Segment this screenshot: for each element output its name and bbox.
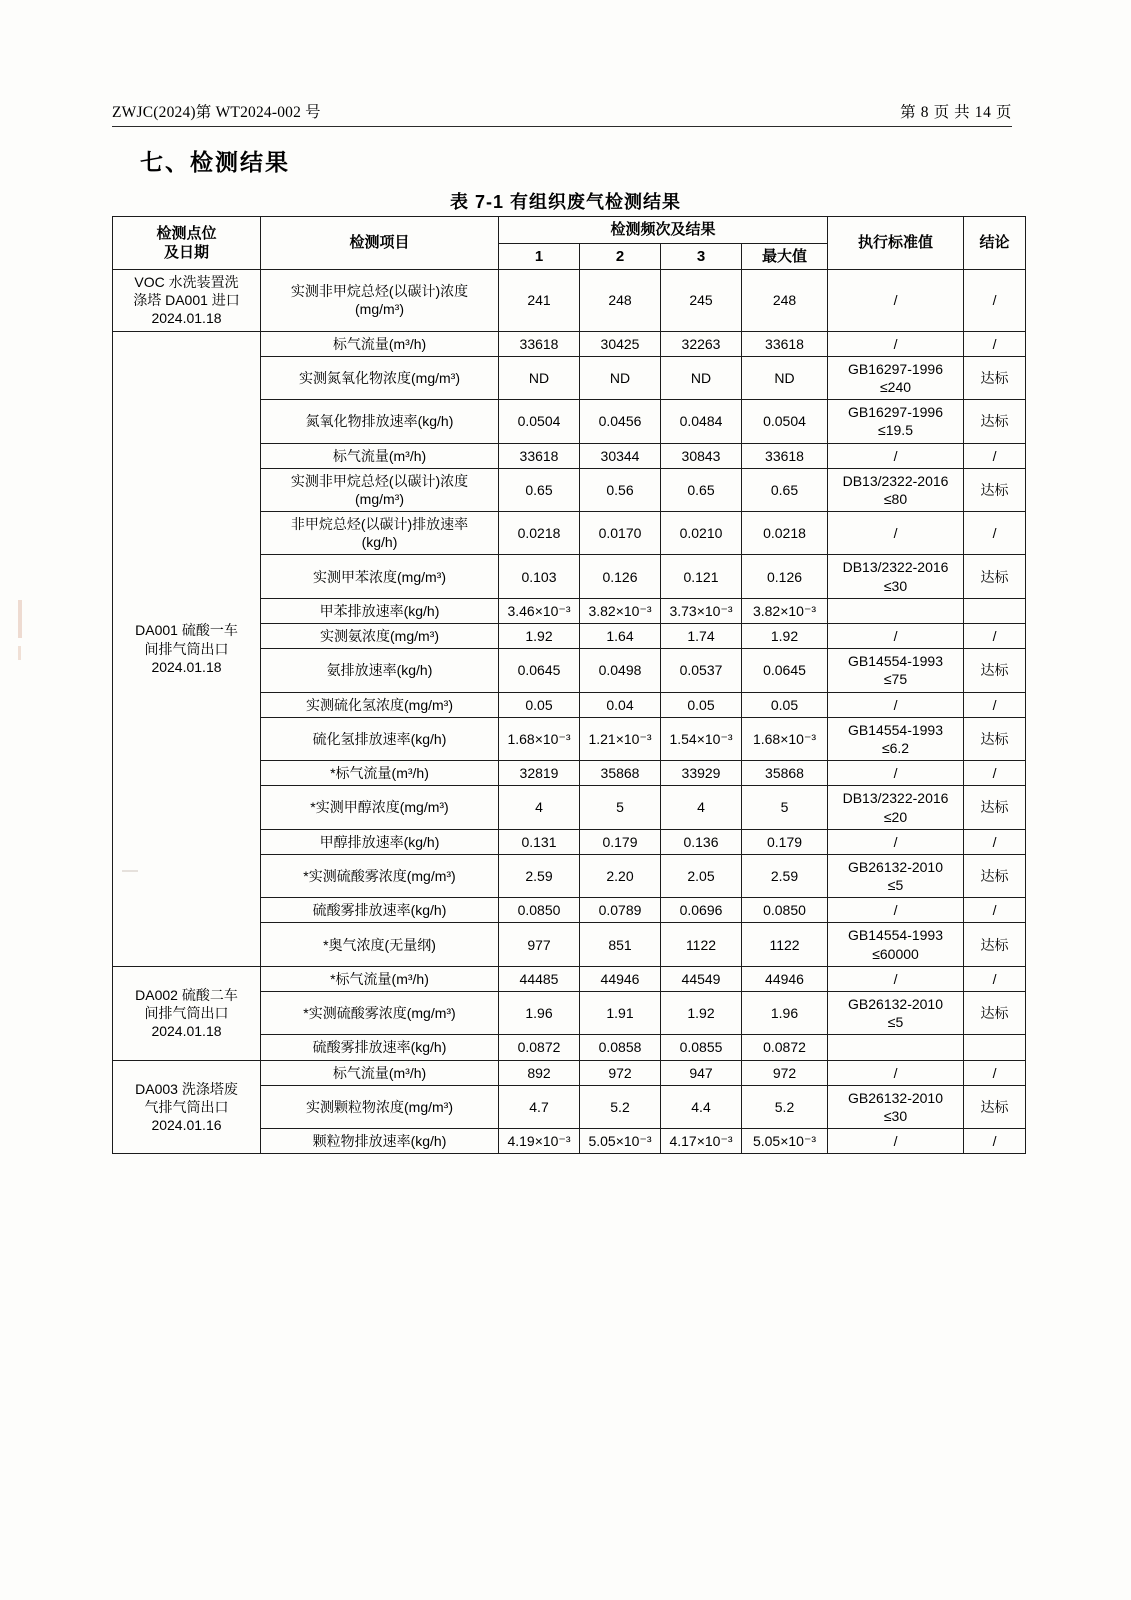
cell-item xyxy=(261,512,499,555)
point-date-line: 2024.01.18 xyxy=(151,1023,222,1040)
cell-value-3: 245 xyxy=(661,270,742,332)
cell-value-2: 851 xyxy=(580,923,661,966)
cell-conclusion: / xyxy=(964,270,1026,332)
cell-value-2: ND xyxy=(580,356,661,399)
item-line: 颗粒物排放速率(kg/h) xyxy=(312,1133,447,1150)
cell-value-max: 0.0218 xyxy=(742,512,828,555)
cell-conclusion: 达标 xyxy=(964,356,1026,399)
cell-standard xyxy=(828,331,964,356)
cell-value-2: 3.82×10⁻³ xyxy=(580,598,661,623)
item-line: 标气流量(m³/h) xyxy=(332,447,427,464)
cell-value-2: 248 xyxy=(580,270,661,332)
standard-line: ≤60000 xyxy=(872,945,919,962)
cell-point-date xyxy=(113,1060,261,1154)
cell-conclusion: / xyxy=(964,331,1026,356)
cell-value-max: 35868 xyxy=(742,761,828,786)
cell-value-1: 0.05 xyxy=(499,692,580,717)
cell-item xyxy=(261,555,499,598)
cell-value-1: 0.0504 xyxy=(499,400,580,443)
cell-standard xyxy=(828,468,964,511)
point-date-line: VOC 水洗装置洗 xyxy=(134,274,239,290)
cell-value-1: 977 xyxy=(499,923,580,966)
cell-value-1: 1.68×10⁻³ xyxy=(499,717,580,760)
standard-line: GB26132-2010 xyxy=(848,996,943,1012)
table-caption: 表 7-1 有组织废气检测结果 xyxy=(449,192,682,212)
item-line: 实测非甲烷总烃(以碳计)浓度 xyxy=(290,472,469,489)
cell-item xyxy=(261,598,499,623)
cell-conclusion: 达标 xyxy=(964,555,1026,598)
cell-conclusion: / xyxy=(964,829,1026,854)
cell-value-max: 0.126 xyxy=(742,555,828,598)
cell-value-max: ND xyxy=(742,356,828,399)
cell-standard xyxy=(828,649,964,692)
cell-item xyxy=(261,966,499,991)
cell-item xyxy=(261,468,499,511)
cell-standard xyxy=(828,1129,964,1154)
standard-line: / xyxy=(893,765,898,782)
item-line: 氨排放速率(kg/h) xyxy=(326,662,433,679)
cell-standard xyxy=(828,898,964,923)
cell-value-3: 32263 xyxy=(661,331,742,356)
cell-value-1: 0.0645 xyxy=(499,649,580,692)
cell-value-2: 0.56 xyxy=(580,468,661,511)
cell-standard xyxy=(828,356,964,399)
standard-line: ≤30 xyxy=(883,577,908,594)
scan-artifact xyxy=(18,600,22,638)
table-row xyxy=(113,1060,1026,1085)
item-line: 标气流量(m³/h) xyxy=(332,335,427,352)
cell-item xyxy=(261,443,499,468)
cell-item xyxy=(261,761,499,786)
cell-value-1: 1.92 xyxy=(499,624,580,649)
standard-line: ≤5 xyxy=(887,877,904,894)
standard-line: ≤6.2 xyxy=(881,739,910,756)
cell-value-3: 0.0855 xyxy=(661,1035,742,1060)
standard-line: DB13/2322-2016 xyxy=(842,559,949,576)
scan-artifact xyxy=(18,646,21,660)
cell-value-max: 33618 xyxy=(742,331,828,356)
cell-value-3: 0.0484 xyxy=(661,400,742,443)
cell-item xyxy=(261,717,499,760)
cell-value-2: 0.0456 xyxy=(580,400,661,443)
cell-value-1: 4 xyxy=(499,786,580,829)
cell-value-3: 947 xyxy=(661,1060,742,1085)
cell-conclusion: 达标 xyxy=(964,992,1026,1035)
point-date-line: 间排气筒出口 xyxy=(144,640,229,657)
cell-standard xyxy=(828,1035,964,1060)
standard-line: GB14554-1993 xyxy=(848,927,943,944)
cell-standard xyxy=(828,555,964,598)
cell-conclusion: 达标 xyxy=(964,468,1026,511)
cell-value-1: 0.131 xyxy=(499,829,580,854)
standard-line: DB13/2322-2016 xyxy=(842,472,949,489)
cell-value-1: 33618 xyxy=(499,443,580,468)
cell-item xyxy=(261,829,499,854)
cell-standard xyxy=(828,717,964,760)
cell-conclusion: / xyxy=(964,761,1026,786)
cell-conclusion: / xyxy=(964,1060,1026,1085)
cell-item xyxy=(261,898,499,923)
standard-line: / xyxy=(893,902,898,919)
cell-conclusion: / xyxy=(964,1129,1026,1154)
cell-value-1: 4.19×10⁻³ xyxy=(499,1129,580,1154)
cell-value-max: 1122 xyxy=(742,923,828,966)
cell-value-3: 4.17×10⁻³ xyxy=(661,1129,742,1154)
item-line: 实测甲苯浓度(mg/m³) xyxy=(313,568,446,585)
standard-line: ≤20 xyxy=(883,808,908,825)
cell-conclusion: 达标 xyxy=(964,786,1026,829)
item-line: 实测硫化氢浓度(mg/m³) xyxy=(306,696,453,713)
standard-line: ≤80 xyxy=(883,490,908,507)
standard-line: ≤19.5 xyxy=(878,422,913,439)
cell-item xyxy=(261,649,499,692)
cell-value-3: 2.05 xyxy=(661,854,742,897)
cell-standard xyxy=(828,512,964,555)
cell-value-1: 0.0850 xyxy=(499,898,580,923)
standard-line: ≤75 xyxy=(883,671,908,688)
col-header-point-date-line1: 检测点位 xyxy=(156,224,217,242)
item-line: *标气流量(m³/h) xyxy=(330,765,429,782)
cell-value-1: ND xyxy=(499,356,580,399)
cell-value-2: 1.21×10⁻³ xyxy=(580,717,661,760)
col-header-n2: 2 xyxy=(580,243,661,270)
cell-standard xyxy=(828,1085,964,1128)
cell-value-max: 0.0645 xyxy=(742,649,828,692)
cell-point-date xyxy=(113,966,261,1060)
cell-standard xyxy=(828,400,964,443)
cell-conclusion xyxy=(964,598,1026,623)
item-line: (mg/m³) xyxy=(355,301,404,318)
point-date-line: DA003 洗涤塔废 xyxy=(135,1080,238,1097)
cell-value-3: 4.4 xyxy=(661,1085,742,1128)
standard-line: GB26132-2010 xyxy=(848,858,943,875)
report-number: ZWJC(2024)第 WT2024-002 号 xyxy=(112,104,321,121)
cell-value-3: 30843 xyxy=(661,443,742,468)
cell-value-3: 3.73×10⁻³ xyxy=(661,598,742,623)
cell-value-3: 1.92 xyxy=(661,992,742,1035)
point-date-line: 涤塔 DA001 进口 xyxy=(133,292,240,309)
standard-line: GB14554-1993 xyxy=(848,721,943,738)
item-line: (kg/h) xyxy=(361,534,398,551)
cell-item xyxy=(261,692,499,717)
cell-standard xyxy=(828,786,964,829)
standard-line: GB26132-2010 xyxy=(848,1089,943,1106)
cell-value-3: 0.136 xyxy=(661,829,742,854)
cell-value-max: 44946 xyxy=(742,966,828,991)
cell-value-2: 35868 xyxy=(580,761,661,786)
cell-item xyxy=(261,270,499,332)
cell-standard xyxy=(828,992,964,1035)
cell-value-3: 0.05 xyxy=(661,692,742,717)
standard-line: GB14554-1993 xyxy=(848,653,943,670)
cell-value-max: 1.96 xyxy=(742,992,828,1035)
cell-value-3: ND xyxy=(661,356,742,399)
item-line: 实测非甲烷总烃(以碳计)浓度 xyxy=(290,283,469,300)
item-line: 非甲烷总烃(以碳计)排放速率 xyxy=(290,516,469,533)
cell-value-1: 3.46×10⁻³ xyxy=(499,598,580,623)
cell-value-1: 32819 xyxy=(499,761,580,786)
header-divider xyxy=(112,126,1012,127)
cell-value-2: 1.64 xyxy=(580,624,661,649)
cell-standard xyxy=(828,761,964,786)
cell-value-2: 30425 xyxy=(580,331,661,356)
cell-standard xyxy=(828,923,964,966)
cell-item xyxy=(261,624,499,649)
cell-point-date xyxy=(113,331,261,966)
cell-value-2: 0.126 xyxy=(580,555,661,598)
cell-value-max: 5.05×10⁻³ xyxy=(742,1129,828,1154)
point-date-line: 2024.01.18 xyxy=(151,658,222,675)
cell-conclusion: / xyxy=(964,512,1026,555)
cell-conclusion: / xyxy=(964,443,1026,468)
cell-value-max: 0.0872 xyxy=(742,1035,828,1060)
cell-value-max: 5.2 xyxy=(742,1085,828,1128)
cell-value-3: 1.54×10⁻³ xyxy=(661,717,742,760)
cell-value-3: 0.121 xyxy=(661,555,742,598)
col-header-item: 检测项目 xyxy=(261,217,499,270)
item-line: *实测硫酸雾浓度(mg/m³) xyxy=(303,1005,456,1022)
cell-standard xyxy=(828,854,964,897)
standard-line: / xyxy=(893,696,898,713)
point-date-line: 间排气筒出口 xyxy=(144,1005,229,1022)
cell-value-max: 0.0850 xyxy=(742,898,828,923)
cell-item xyxy=(261,400,499,443)
item-line: 硫化氢排放速率(kg/h) xyxy=(312,730,447,747)
cell-item xyxy=(261,1035,499,1060)
cell-value-max: 1.68×10⁻³ xyxy=(742,717,828,760)
page-number: 第 8 页 共 14 页 xyxy=(900,104,1012,121)
item-line: 硫酸雾排放速率(kg/h) xyxy=(312,902,447,919)
cell-value-1: 2.59 xyxy=(499,854,580,897)
cell-value-max: 33618 xyxy=(742,443,828,468)
cell-value-2: 0.0498 xyxy=(580,649,661,692)
col-header-frequency-group: 检测频次及结果 xyxy=(499,217,828,244)
cell-value-max: 0.0504 xyxy=(742,400,828,443)
item-line: 甲苯排放速率(kg/h) xyxy=(319,602,440,619)
cell-conclusion: 达标 xyxy=(964,717,1026,760)
cell-value-2: 0.0789 xyxy=(580,898,661,923)
cell-value-2: 0.0170 xyxy=(580,512,661,555)
table-header-row-1 xyxy=(113,217,1026,244)
cell-value-max: 2.59 xyxy=(742,854,828,897)
point-date-line: 气排气筒出口 xyxy=(144,1098,229,1115)
cell-item xyxy=(261,356,499,399)
standard-line: / xyxy=(893,1133,898,1150)
table-row xyxy=(113,966,1026,991)
cell-standard xyxy=(828,443,964,468)
cell-value-1: 0.0218 xyxy=(499,512,580,555)
cell-value-2: 30344 xyxy=(580,443,661,468)
standard-line: / xyxy=(893,447,898,464)
page-header xyxy=(112,100,1012,126)
cell-standard xyxy=(828,829,964,854)
cell-standard xyxy=(828,270,964,332)
cell-standard xyxy=(828,692,964,717)
cell-conclusion: 达标 xyxy=(964,400,1026,443)
cell-conclusion: 达标 xyxy=(964,1085,1026,1128)
cell-value-max: 0.179 xyxy=(742,829,828,854)
cell-value-max: 3.82×10⁻³ xyxy=(742,598,828,623)
cell-value-2: 0.0858 xyxy=(580,1035,661,1060)
item-line: 实测氨浓度(mg/m³) xyxy=(320,628,439,644)
item-line: *实测甲醇浓度(mg/m³) xyxy=(310,799,449,816)
col-header-n3: 3 xyxy=(661,243,742,270)
col-header-point-date xyxy=(113,217,261,270)
cell-value-2: 5 xyxy=(580,786,661,829)
cell-item xyxy=(261,923,499,966)
standard-line: ≤30 xyxy=(883,1107,908,1124)
results-table-container xyxy=(112,216,1010,1154)
standard-line: / xyxy=(893,525,898,542)
standard-line: ≤5 xyxy=(887,1014,904,1031)
col-header-standard: 执行标准值 xyxy=(828,217,964,270)
cell-value-2: 2.20 xyxy=(580,854,661,897)
cell-value-1: 892 xyxy=(499,1060,580,1085)
cell-value-2: 5.05×10⁻³ xyxy=(580,1129,661,1154)
cell-value-3: 1.74 xyxy=(661,624,742,649)
cell-item xyxy=(261,854,499,897)
cell-conclusion: 达标 xyxy=(964,923,1026,966)
item-line: *实测硫酸雾浓度(mg/m³) xyxy=(303,867,456,884)
standard-line: DB13/2322-2016 xyxy=(842,790,949,807)
point-date-line: 2024.01.16 xyxy=(151,1117,222,1134)
col-header-conclusion: 结论 xyxy=(964,217,1026,270)
col-header-max: 最大值 xyxy=(742,243,828,270)
table-row xyxy=(113,331,1026,356)
col-header-point-date-line2: 及日期 xyxy=(163,244,209,261)
standard-line: GB16297-1996 xyxy=(848,360,943,377)
cell-value-2: 5.2 xyxy=(580,1085,661,1128)
item-line: *标气流量(m³/h) xyxy=(330,970,429,987)
cell-value-3: 4 xyxy=(661,786,742,829)
cell-conclusion: / xyxy=(964,624,1026,649)
table-row xyxy=(113,270,1026,332)
cell-value-1: 0.65 xyxy=(499,468,580,511)
item-line: 实测氮氧化物浓度(mg/m³) xyxy=(299,369,460,386)
standard-line: / xyxy=(893,970,898,987)
cell-value-max: 0.65 xyxy=(742,468,828,511)
cell-value-2: 972 xyxy=(580,1060,661,1085)
standard-line: ≤240 xyxy=(879,378,912,395)
cell-standard xyxy=(828,966,964,991)
cell-item xyxy=(261,1060,499,1085)
cell-value-1: 33618 xyxy=(499,331,580,356)
cell-value-max: 5 xyxy=(742,786,828,829)
cell-value-3: 1122 xyxy=(661,923,742,966)
standard-line: / xyxy=(893,292,898,309)
item-line: 标气流量(m³/h) xyxy=(332,1064,427,1081)
standard-line: / xyxy=(893,833,898,850)
cell-item xyxy=(261,786,499,829)
standard-line: GB16297-1996 xyxy=(848,404,943,421)
cell-value-2: 1.91 xyxy=(580,992,661,1035)
cell-standard xyxy=(828,1060,964,1085)
cell-value-2: 0.179 xyxy=(580,829,661,854)
cell-point-date xyxy=(113,270,261,332)
cell-value-1: 4.7 xyxy=(499,1085,580,1128)
cell-value-3: 0.65 xyxy=(661,468,742,511)
cell-value-1: 0.103 xyxy=(499,555,580,598)
item-line: (mg/m³) xyxy=(355,490,404,507)
point-date-line: DA002 硫酸二车 xyxy=(135,986,238,1003)
cell-item xyxy=(261,1085,499,1128)
cell-value-max: 1.92 xyxy=(742,624,828,649)
item-line: *奥气浓度(无量纲) xyxy=(323,936,436,953)
point-date-line: DA001 硫酸一车 xyxy=(135,622,238,639)
item-line: 实测颗粒物浓度(mg/m³) xyxy=(306,1098,453,1115)
cell-conclusion: / xyxy=(964,898,1026,923)
cell-item xyxy=(261,1129,499,1154)
cell-item xyxy=(261,331,499,356)
cell-value-max: 248 xyxy=(742,270,828,332)
results-table xyxy=(112,216,1026,1154)
cell-value-max: 0.05 xyxy=(742,692,828,717)
cell-conclusion xyxy=(964,1035,1026,1060)
standard-line: / xyxy=(893,1064,898,1081)
cell-value-1: 44485 xyxy=(499,966,580,991)
cell-conclusion: 达标 xyxy=(964,854,1026,897)
cell-value-2: 44946 xyxy=(580,966,661,991)
item-line: 甲醇排放速率(kg/h) xyxy=(319,833,440,850)
cell-value-1: 241 xyxy=(499,270,580,332)
cell-value-3: 33929 xyxy=(661,761,742,786)
cell-value-3: 0.0537 xyxy=(661,649,742,692)
cell-value-3: 0.0210 xyxy=(661,512,742,555)
cell-conclusion: 达标 xyxy=(964,649,1026,692)
standard-line: / xyxy=(893,335,898,352)
cell-value-1: 0.0872 xyxy=(499,1035,580,1060)
cell-conclusion: / xyxy=(964,692,1026,717)
cell-value-max: 972 xyxy=(742,1060,828,1085)
point-date-line: 2024.01.18 xyxy=(151,310,222,327)
cell-conclusion: / xyxy=(964,966,1026,991)
cell-standard xyxy=(828,624,964,649)
cell-item xyxy=(261,992,499,1035)
cell-value-3: 0.0696 xyxy=(661,898,742,923)
col-header-n1: 1 xyxy=(499,243,580,270)
table-body xyxy=(113,270,1026,1154)
cell-value-1: 1.96 xyxy=(499,992,580,1035)
cell-value-3: 44549 xyxy=(661,966,742,991)
table-header xyxy=(113,217,1026,270)
cell-value-2: 0.04 xyxy=(580,692,661,717)
cell-standard xyxy=(828,598,964,623)
section-title: 七、检测结果 xyxy=(140,149,290,175)
item-line: 硫酸雾排放速率(kg/h) xyxy=(312,1039,447,1056)
item-line: 氮氧化物排放速率(kg/h) xyxy=(305,413,454,430)
standard-line: / xyxy=(893,628,898,644)
